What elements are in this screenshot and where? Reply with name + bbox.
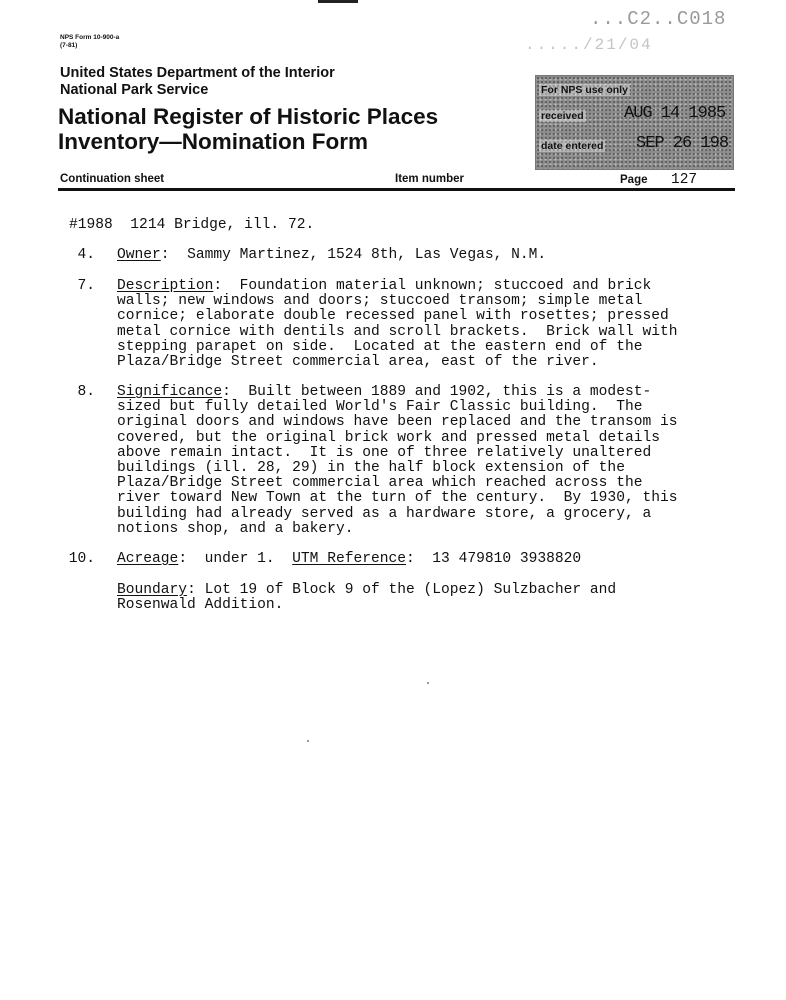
significance-item-number: 8. (77, 384, 95, 400)
stamp-row-entered (536, 136, 733, 158)
owner-text: : Sammy Martinez, 1524 8th, Las Vegas, N.M. (160, 247, 547, 263)
stamp-entered-label: date entered (541, 140, 604, 152)
form-title-line-2: Inventory—Nomination Form (58, 129, 369, 154)
faded-reference-date: ...../21/04 (525, 36, 653, 54)
description-line: metal cornice with dentils and scroll brackets. Brick wall with (117, 323, 678, 340)
stamp-row-header (536, 80, 733, 102)
boundary-section (117, 583, 616, 613)
significance-line: original doors and windows have been replaced and the transom is (117, 414, 678, 431)
description-line: stepping parapet on side. Located at the eastern end of the (117, 338, 643, 355)
description-line: Plaza/Bridge Street commercial area, east of the river. (117, 354, 599, 371)
acreage-label: Acreage (117, 551, 179, 567)
description-first-text: : Foundation material unknown; stuccoed and brick (213, 278, 652, 294)
significance-line: sized but fully detailed World's Fair Classic building. The (117, 399, 643, 416)
utm-reference-label: UTM Reference (292, 551, 407, 567)
significance-label: Significance (117, 384, 223, 400)
description-line: cornice; elaborate double recessed panel with rosettes; pressed (117, 308, 669, 325)
form-identifier (60, 34, 119, 50)
page-label: Page (620, 174, 648, 186)
owner-item-number: 4. (77, 247, 95, 263)
significance-line: building had already served as a hardware store, a grocery, a (117, 505, 652, 522)
form-number: NPS Form 10-900-a (60, 34, 120, 41)
acreage-line (117, 552, 581, 567)
scan-mark (318, 0, 358, 3)
faded-reference-number: ...C2..C018 (590, 8, 727, 30)
description-line: walls; new windows and doors; stuccoed transom; simple metal (117, 293, 643, 310)
department-name: United States Department of the Interior (60, 65, 335, 81)
significance-line: river toward New Town at the turn of the century. By 1930, this (117, 490, 678, 507)
form-title-line-1: National Register of Historic Places (58, 104, 439, 129)
stamp-received-date: AUG 14 1985 (624, 104, 726, 123)
boundary-line (117, 583, 616, 598)
continuation-sheet-label: Continuation sheet (60, 173, 165, 185)
scan-speck (307, 740, 309, 742)
significance-body (117, 385, 678, 537)
stamp-received-label: received (541, 110, 584, 122)
nps-use-stamp-box (535, 75, 734, 170)
page-number: 127 (671, 172, 698, 188)
significance-line: covered, but the original brick work and pressed metal details (117, 429, 660, 446)
form-revision: (7-81) (60, 42, 78, 49)
description-body (117, 279, 678, 370)
boundary-label: Boundary (117, 582, 188, 598)
significance-line: notions shop, and a bakery. (117, 520, 354, 537)
header-rule (58, 188, 735, 191)
scan-speck (427, 682, 429, 684)
acreage-item-number: 10. (68, 551, 95, 567)
significance-first-text: : Built between 1889 and 1902, this is a modest- (222, 384, 652, 400)
description-label: Description (117, 278, 214, 294)
significance-line: Plaza/Bridge Street commercial area which reached across the (117, 475, 643, 492)
acreage-text: : under 1. (178, 551, 293, 567)
stamp-entered-date: SEP 26 198 (636, 134, 729, 153)
significance-line: above remain intact. It is one of three relatively unaltered (117, 444, 652, 461)
significance-line (117, 385, 678, 400)
boundary-line: Rosenwald Addition. (117, 597, 284, 614)
significance-line: buildings (ill. 28, 29) in the half block extension of the (117, 460, 625, 477)
entry-header: #1988 1214 Bridge, ill. 72. (69, 217, 315, 233)
stamp-row-received (536, 106, 733, 128)
agency-name: National Park Service (60, 82, 209, 98)
description-line (117, 279, 678, 294)
item-number-label: Item number (395, 173, 465, 185)
stamp-header-label: For NPS use only (541, 84, 628, 96)
owner-line (117, 248, 546, 263)
owner-label: Owner (117, 247, 161, 263)
utm-reference-text: : 13 479810 3938820 (406, 551, 582, 567)
boundary-first-text: : Lot 19 of Block 9 of the (Lopez) Sulzbacher and (187, 582, 617, 598)
description-item-number: 7. (77, 278, 95, 294)
